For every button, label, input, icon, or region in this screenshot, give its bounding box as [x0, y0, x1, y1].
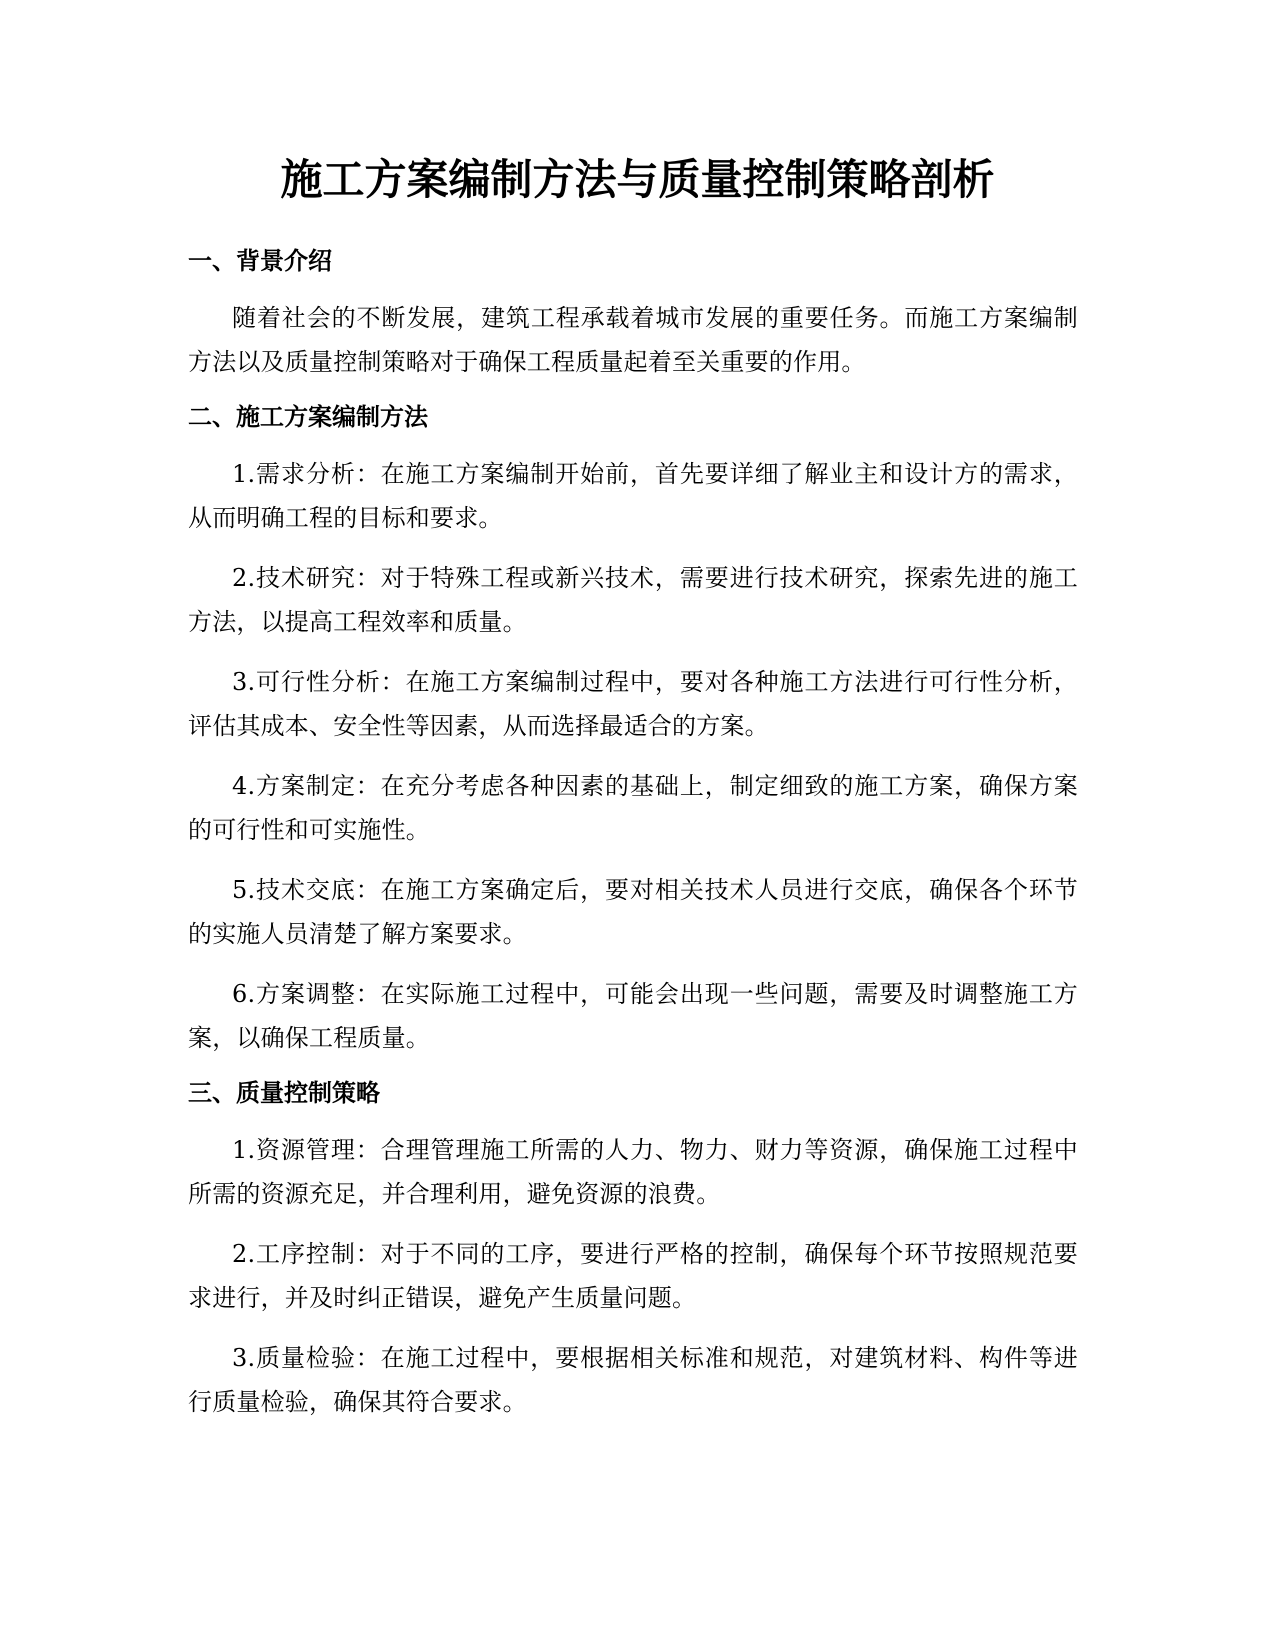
section-construction-methods	[188, 400, 1078, 1060]
list-paragraph: 1.需求分析：在施工方案编制开始前，首先要详细了解业主和设计方的需求，从而明确工程的目标和要求。	[188, 460, 1078, 532]
document-title: 施工方案编制方法与质量控制策略剖析	[280, 155, 995, 204]
list-paragraph: 1.资源管理：合理管理施工所需的人力、物力、财力等资源，确保施工过程中所需的资源充足，并合理利用，避免资源的浪费。	[188, 1136, 1078, 1208]
list-paragraph: 3.质量检验：在施工过程中，要根据相关标准和规范，对建筑材料、构件等进行质量检验，确保其符合要求。	[188, 1344, 1078, 1416]
list-paragraph: 4.方案制定：在充分考虑各种因素的基础上，制定细致的施工方案，确保方案的可行性和可实施性。	[188, 772, 1078, 844]
paragraph: 随着社会的不断发展，建筑工程承载着城市发展的重要任务。而施工方案编制方法以及质量控制策略对于确保工程质量起着至关重要的作用。	[188, 304, 1078, 376]
list-paragraph: 3.可行性分析：在施工方案编制过程中，要对各种施工方法进行可行性分析，评估其成本、安全性等因素，从而选择最适合的方案。	[188, 668, 1078, 740]
section-heading: 二、施工方案编制方法	[188, 403, 428, 431]
section-quality-control	[188, 1076, 1078, 1424]
section-background	[188, 244, 1078, 384]
section-heading: 三、质量控制策略	[188, 1079, 380, 1107]
section-heading: 一、背景介绍	[188, 247, 332, 275]
list-paragraph: 2.工序控制：对于不同的工序，要进行严格的控制，确保每个环节按照规范要求进行，并及时纠正错误，避免产生质量问题。	[188, 1240, 1078, 1312]
list-paragraph: 2.技术研究：对于特殊工程或新兴技术，需要进行技术研究，探索先进的施工方法，以提高工程效率和质量。	[188, 564, 1078, 636]
document-body	[188, 244, 1078, 1440]
list-paragraph: 6.方案调整：在实际施工过程中，可能会出现一些问题，需要及时调整施工方案，以确保工程质量。	[188, 980, 1078, 1052]
list-paragraph: 5.技术交底：在施工方案确定后，要对相关技术人员进行交底，确保各个环节的实施人员清楚了解方案要求。	[188, 876, 1078, 948]
